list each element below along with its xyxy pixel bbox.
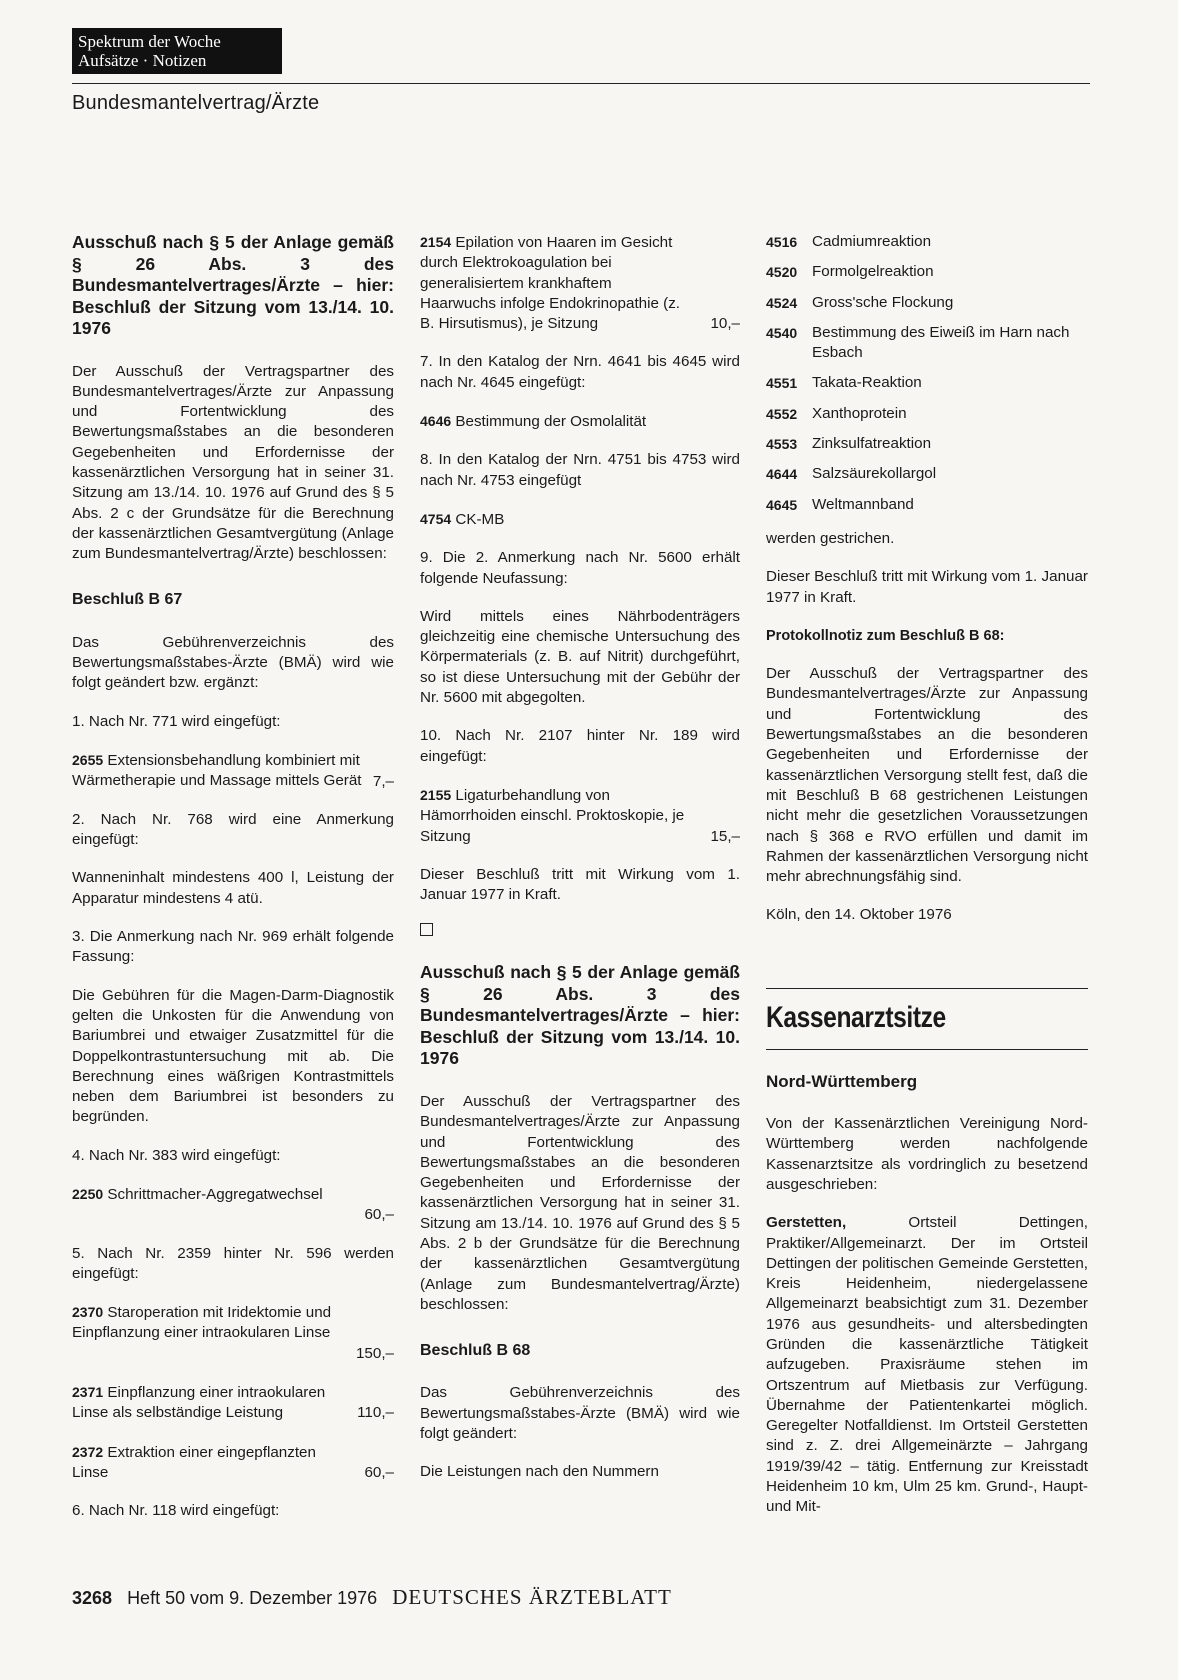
section-label: Bundesmantelvertrag/Ärzte	[72, 92, 320, 114]
code-number: 4551	[766, 375, 798, 392]
fee-code: 4646	[420, 413, 452, 430]
code-description: Gross'sche Flockung	[812, 293, 954, 311]
code-list-item	[766, 404, 1088, 424]
fee-price: 60,–	[364, 1206, 394, 1224]
fee-code: 2655	[72, 751, 104, 768]
paragraph: Wird mittels eines Nährbodenträgers gleichzeitig eine chemische Untersuchung des Körpermaterials (z. B. auf Nitrit) durchgeführt, so ist diese Untersuchung mit der Gebühr der Nr. 5600 mit abgegolten.	[420, 607, 740, 707]
code-list-item	[766, 262, 1088, 282]
fee-text: Extraktion einer eingepflanzten Linse	[72, 1443, 316, 1481]
paragraph: Das Gebührenverzeichnis des Bewertungsmaßstabes-Ärzte (BMÄ) wird wie folgt geändert bzw. ergänzt:	[72, 633, 394, 692]
fee-price: 150,–	[355, 1344, 394, 1362]
paragraph: Dieser Beschluß tritt mit Wirkung vom 1. Januar 1977 in Kraft.	[766, 568, 1088, 606]
paragraph: Wanneninhalt mindestens 400 l, Leistung der Apparatur mindestens 4 atü.	[72, 869, 394, 907]
region-title: Nord-Württemberg	[766, 1071, 918, 1091]
list-item: 1. Nach Nr. 771 wird eingefügt:	[72, 712, 281, 730]
fee-code: 2372	[72, 1443, 104, 1460]
fee-entry-2655	[72, 750, 394, 792]
code-description: Takata-Reaktion	[812, 374, 922, 392]
page-footer	[72, 1585, 672, 1610]
article-heading: Ausschuß nach § 5 der Anlage gemäß § 26 Abs. 3 des Bundesmantelvertrages/Ärzte – hier: Beschluß der Sitzung vom 13./14. 10. 1976	[72, 232, 394, 338]
code-description: Cadmiumreaktion	[812, 233, 932, 250]
fee-price: 110,–	[357, 1404, 394, 1422]
fee-code: 2250	[72, 1186, 104, 1202]
fee-code: 4754	[420, 510, 452, 527]
code-number: 4552	[766, 405, 798, 422]
list-item: 7. In den Katalog der Nrn. 4641 bis 4645 wird nach Nr. 4645 eingefügt:	[420, 353, 740, 391]
fee-code: 2371	[72, 1384, 104, 1401]
fee-entry-2372	[72, 1442, 394, 1484]
fee-entry-2370	[72, 1302, 394, 1364]
section-rule	[766, 988, 1088, 989]
code-number: 4645	[766, 496, 798, 513]
list-item: 9. Die 2. Anmerkung nach Nr. 5600 erhält folgende Neufassung:	[420, 549, 740, 587]
fee-text: Bestimmung der Osmolalität	[455, 413, 647, 431]
kassen-title: Kassenarztsitze	[766, 1000, 946, 1034]
fee-text: Ligaturbehandlung von Hämorrhoiden einschl. Proktoskopie, je Sitzung	[420, 786, 685, 845]
article-heading-2: Ausschuß nach § 5 der Anlage gemäß § 26 Abs. 3 des Bundesmantelvertrages/Ärzte – hier: Beschluß der Sitzung vom 13./14. 10. 1976	[420, 962, 740, 1069]
page-number: 3268	[72, 1588, 113, 1608]
code-number: 4516	[766, 234, 798, 250]
code-list-item	[766, 495, 1088, 515]
code-description: Salzsäurekollargol	[812, 465, 937, 483]
fee-text: Schrittmacher-Aggregatwechsel	[107, 1186, 323, 1203]
paragraph: Von der Kassenärztlichen Vereinigung Nord-Württemberg werden nachfolgende Kassenarztsitze als vordringlich zu besetzend ausgeschrieben:	[766, 1115, 1088, 1193]
paragraph: werden gestrichen.	[766, 529, 895, 547]
fee-entry-2154	[420, 232, 740, 334]
fee-text: CK-MB	[455, 510, 505, 528]
fee-code: 2154	[420, 234, 452, 250]
code-number: 4540	[766, 324, 798, 341]
fee-entry-2371	[72, 1382, 394, 1424]
code-number: 4644	[766, 466, 798, 483]
code-list-item	[766, 373, 1088, 393]
paragraph: Dieser Beschluß tritt mit Wirkung vom 1. Januar 1977 in Kraft.	[420, 865, 740, 904]
listing-name: Gerstetten,	[766, 1214, 847, 1232]
code-number: 4524	[766, 294, 798, 311]
code-number: 4553	[766, 436, 798, 453]
code-number: 4520	[766, 264, 798, 281]
place-date: Köln, den 14. Oktober 1976	[766, 906, 952, 924]
paragraph: Die Leistungen nach den Nummern	[420, 1463, 659, 1481]
fee-text: Staroperation mit Iridektomie und Einpflanzung einer intraokularen Linse	[72, 1304, 332, 1342]
code-list-item	[766, 293, 1088, 313]
section-rule	[766, 1049, 1088, 1050]
fee-price: 15,–	[710, 827, 740, 845]
code-entry-4754	[420, 509, 740, 530]
fee-entry-2155	[420, 785, 740, 847]
fee-code: 2155	[420, 786, 452, 803]
column-3	[766, 232, 1088, 1536]
fee-price: 10,–	[710, 315, 740, 333]
list-item: 4. Nach Nr. 383 wird eingefügt:	[72, 1146, 281, 1164]
code-description: Formolgelreaktion	[812, 263, 934, 281]
paragraph: Der Ausschuß der Vertragspartner des Bundesmantelvertrages/Ärzte zur Anpassung und Fortentwicklung des Bewertungsmaßstabes an die besonderen Gegebenheiten und Erfordernisse der kassenärztlichen Versorgung stellt fest, daß die mit Beschluß B 68 gestrichenen Leistungen nicht mehr die gesetzlichen Voraussetzungen nach § 368 e RVO erfüllen und damit im Rahmen der kassenärztlichen Versorgung nicht mehr abrechnungsfähig sind.	[766, 665, 1088, 886]
fee-code: 2370	[72, 1304, 104, 1321]
code-description: Zinksulfatreaktion	[812, 435, 932, 453]
code-description: Weltmannband	[812, 495, 914, 513]
intro-paragraph: Der Ausschuß der Vertragspartner des Bundesmantelvertrages/Ärzte zur Anpassung und Fortentwicklung des Bewertungsmaßstabes an die besonderen Gegebenheiten und Erfordernisse der kassenärztlichen Versorgung hat in seiner 31. Sitzung am 13./14. 10. 1976 auf Grund des § 5 Abs. 2 b der Grundsätze für die Berechnung der kassenärztlichen Gesamtvergütung (Anlage zum Bundesmantelvertrag/Ärzte) beschlossen:	[420, 1092, 740, 1313]
badge-line-2: Aufsätze · Notizen	[78, 51, 207, 70]
list-item: 5. Nach Nr. 2359 hinter Nr. 596 werden eingefügt:	[72, 1244, 394, 1282]
column-2	[420, 232, 740, 1501]
paragraph: Die Gebühren für die Magen-Darm-Diagnostik gelten die Unkosten für die Anwendung von Bariumbrei und etwaiger Zusatzmittel für die Doppelkontrastuntersuchung mit ab. Die Berechnung eines wäßrigen Kontrastmittels neben dem Bariumbrei ist besonders zu begründen.	[72, 986, 394, 1126]
list-item: 6. Nach Nr. 118 wird eingefügt:	[72, 1502, 280, 1520]
code-list-item	[766, 323, 1088, 364]
fee-text: Epilation von Haaren im Gesicht durch Elektrokoagulation bei generalisiertem krankhaftem Haarwuchs infolge Endokrinopathie (z. B. Hirsutismus), je Sitzung	[420, 234, 681, 333]
fee-price: 60,–	[364, 1463, 394, 1481]
code-description: Bestimmung des Eiweiß im Harn nach Esbach	[812, 323, 1070, 362]
end-of-article-box	[420, 923, 433, 936]
list-item: 2. Nach Nr. 768 wird eine Anmerkung eingefügt:	[72, 810, 394, 849]
list-item: 3. Die Anmerkung nach Nr. 969 erhält folgende Fassung:	[72, 928, 394, 966]
paragraph: Das Gebührenverzeichnis des Bewertungsmaßstabes-Ärzte (BMÄ) wird wie folgt geändert:	[420, 1384, 740, 1443]
beschluss-title: Beschluß B 67	[72, 591, 183, 609]
fee-text: Extensionsbehandlung kombiniert mit Wärmetherapie und Massage mittels Gerät	[72, 751, 362, 790]
journal-name: DEUTSCHES ÄRZTEBLATT	[392, 1585, 672, 1609]
listing-paragraph	[766, 1213, 1088, 1517]
header-rule	[72, 83, 1090, 84]
section-badge	[72, 28, 282, 74]
column-1	[72, 232, 394, 1540]
badge-line-1: Spektrum der Woche	[78, 32, 221, 51]
code-list-item	[766, 464, 1088, 484]
issue-info: Heft 50 vom 9. Dezember 1976	[127, 1588, 378, 1608]
beschluss-title: Beschluß B 68	[420, 1342, 531, 1360]
code-entry-4646	[420, 411, 740, 432]
list-item: 8. In den Katalog der Nrn. 4751 bis 4753 wird nach Nr. 4753 eingefügt	[420, 451, 740, 489]
fee-text: Einpflanzung einer intraokularen Linse als selbständige Leistung	[72, 1384, 326, 1422]
intro-paragraph: Der Ausschuß der Vertragspartner des Bundesmantelvertrages/Ärzte zur Anpassung und Fortentwicklung des Bewertungsmaßstabes an die besonderen Gegebenheiten und Erfordernisse der kassenärztlichen Versorgung hat in seiner 31. Sitzung am 13./14. 10. 1976 auf Grund des § 5 Abs. 2 c der Grundsätze für die Berechnung der kassenärztlichen Gesamtvergütung (Anlage zum Bundesmantelvertrag/Ärzte) beschlossen:	[72, 362, 394, 563]
protokoll-title: Protokollnotiz zum Beschluß B 68:	[766, 627, 1005, 644]
code-list-item	[766, 232, 1088, 252]
list-item: 10. Nach Nr. 2107 hinter Nr. 189 wird eingefügt:	[420, 727, 740, 765]
listing-text: Ortsteil Dettingen, Praktiker/Allgemeinarzt. Der im Ortsteil Dettingen der politischen Gemeinde Gerstetten, Kreis Heidenheim, niedergelassene Allgemeinarzt beabsichtigt zum 31. Dezember 1976 aus gesundheits- und altersbedingten Gründen die kassenärztliche Tätigkeit aufzugeben. Praxisräume stehen im Ortszentrum auf Mietbasis zur Verfügung. Übernahme der Patientenkartei möglich. Geregelter Notfalldienst. Im Ortsteil Gerstetten sind z. Z. drei Allgemeinärzte – Jahrgang 1919/39/42 – tätig. Entfernung zur Kreisstadt Heidenheim 10 km, Ulm 25 km. Grund-, Haupt- und Mit-	[766, 1214, 1088, 1516]
fee-entry-2250	[72, 1184, 394, 1226]
code-list-item	[766, 434, 1088, 454]
fee-price: 7,–	[372, 772, 394, 790]
struck-code-list	[766, 232, 1088, 515]
code-description: Xanthoprotein	[812, 404, 907, 422]
